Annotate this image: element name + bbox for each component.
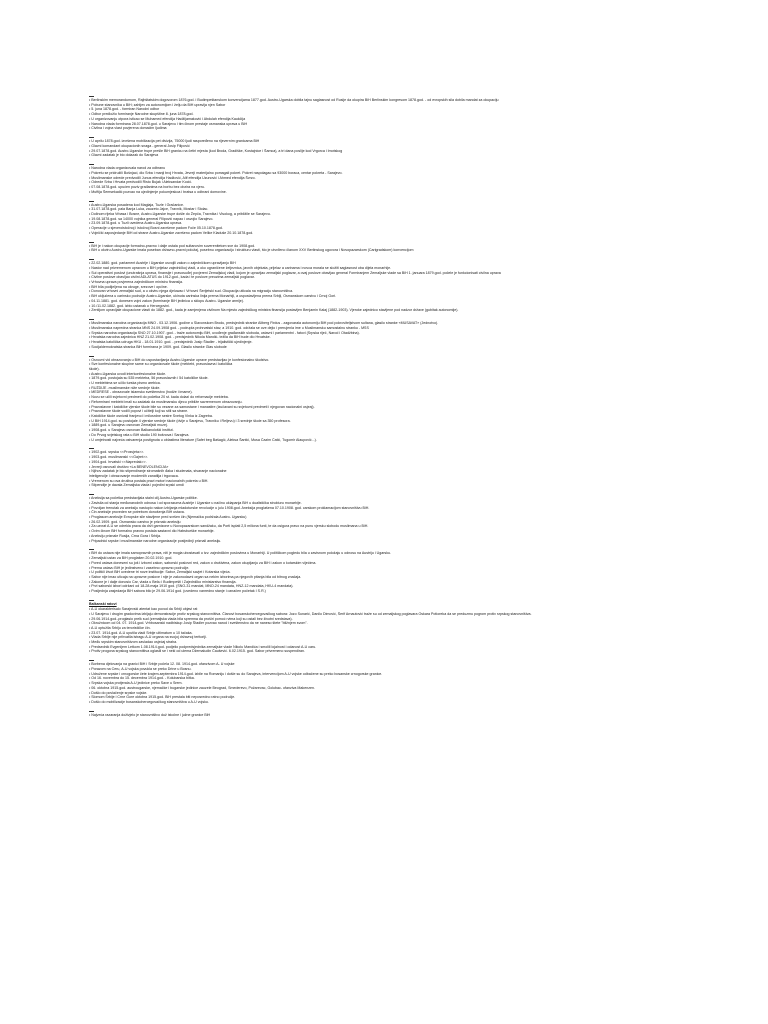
bullet-line: • Povoljan trenutak za aneksiju nastupio nakon izbijanja mladoturske revolucije u julu 1908.god. Aneksija proglašena 07.10.1908. god. carskom proklamacijom stanovništvu BiH. [89, 505, 370, 510]
bullet-line: • 1902.god. srpska <<Prosvjeta>>. [89, 450, 145, 455]
bullet-line: • U mektebima se učilo turska pismo arebica. [89, 381, 161, 386]
bullet-line: • Prvi saborski izbori održani od 18-28.maja 1910 god. (SNO-31 mandat, MNO-24 mandata, HNZ-12 mandata, HKU-4 mandata). [89, 584, 294, 589]
bullet-line: • Udružene srpske i crnogorske čete krajem-septembra 1914.god. izbile na Romaniju i došle su do Sarajeva, intervencijom A-U vojske odbačene su preko bosanske crnogorske granice. [89, 671, 383, 676]
section-marker [89, 656, 94, 661]
bullet-line: • Socijaldemokratska stranka BiH formirana je 1909. god. Glasilo stranke Glas slobode [89, 344, 227, 349]
bullet-line: • Vojnički zaposjedanje BiH od strane Austro-Ugarske završeno padom Velike Kladuše 20.10.1878.god. [89, 230, 254, 235]
bullet-line: • 06. oktobra 1915.god. austrougarske, njemačke i bugarske jedinice zauzele Beograd, Smederevo, Požarevac, Golubac- ofanziva Makenzen. [89, 685, 315, 690]
bullet-line: • 07.08.1878.god. upućen poziv građanima na borbu bez obzira na vjeru. [89, 184, 205, 189]
bullet-line: • Zakone je i dalje donosio Car, vlada u Beču i Budimpešti i Zajedničko ministarstvo finansija. [89, 579, 237, 584]
document-section [89, 545, 689, 593]
bullet-line: • 10./11.02.1882. god. izbio ustanak u Hercegovini. [89, 303, 170, 308]
bullet-line: • BiH bila podijeljena na okruge, srezove i općine. [89, 284, 168, 289]
bullet-line: • Glavni komandant okupacionih snaga - general Josip Filipović [89, 143, 190, 148]
bullet-line: • BiH uključena u carinsko područje Austro-Ugarske, ukinuta carinska linija prema Monarhiji, a uspostavljena prema Srbiji, Osmanskom carstvu i Crnoj Gori. [89, 294, 337, 299]
bullet-line: • Proglasom aneksije Evropske sile stavljene pred svršen čin (Njemačka podržala Austro- Ugarsku) [89, 515, 247, 520]
bullet-line: • 31.07.1878.god. pala Banja Luka, zauzeto Jajce, Travnik, Mostar i Stolac. [89, 207, 209, 212]
document-section [89, 92, 689, 131]
bullet-line: • U političi život BiH uvedene tri nove institucije: Sabor, Zemaljski savjet i Kotarska vijeća. [89, 570, 231, 575]
bullet-line: • Zavisila od stanja međunarodnih odnosa i od sporazuma Austrije i Ugarske u načinu uklapanja BiH u dualistička strukturu monarhije. [89, 500, 302, 505]
section-marker [89, 92, 94, 97]
bullet-line: • 22.02.1880. god. parlament Austrije i Ugarske usvojili zakon o zajedničkom upravljanju BiH [89, 261, 236, 266]
bullet-line: • Okružnicom od 04. 07. 1914.god. Vrhbosanski nadbiskup Josip Štadler pozvao narod i sveštenstvo da ne naneso štete "bližnjem svom". [89, 621, 308, 626]
bullet-line: • 19.08.1878.god. sa 14000 vojnika general Filipović napao i osvojio Sarajevo. [89, 216, 214, 221]
bullet-line: • 1904.god. hrvatski <<Napredak>>. [89, 459, 147, 464]
bullet-line: • Aneksiju priznale Rusija, Crna Gora i Srbija. [89, 533, 161, 538]
bullet-line: • 23.09.1878.god. u Tuzli uvedena Austro-Ugarska uprava. [89, 221, 183, 226]
bullet-line: • Zentijom upravljale okupacione vlasti do 1882. god., kada je zamjenjena civilnom Na mjesto zajedničkog ministra finansija postavljen Benjamin Kalaj (1882-1903). Vjeroke zajednico stavljene pod nadzor države (gubitak autonomije). [89, 308, 459, 313]
bullet-line: • Sabor nije imao uticaja na upravne poslove i nije je zakonodavni organ sa nekim izborima,pa njegovih pitanja bila od bitnog značaja. [89, 574, 302, 579]
bullet-line: • Narodna vlada organizovala narod za odbranu [89, 166, 166, 171]
bullet-line: • Donovan vrhovni zemaljski sud, a u okviru njega djeluwao i Vrhovni Šerijetski sud. Okupacija utiicala na migraciju stanovništva. [89, 289, 294, 294]
bullet-line: • Muslimanska napredna stranka MNS 24.09.1908 god. - podrupla prohrvatski stav, a 1910. god. održala se ove dejio i prerujenla ime u Muslimansku samostalnu stranku - MSS [89, 325, 369, 330]
bullet-line: • A-U optužila Srbiju za terorističke čin. [89, 625, 151, 630]
bullet-line: • Austro-Ugarska posadena kod Maglaja, Tuzle i Gračanice. [89, 202, 184, 207]
document-section [89, 490, 689, 543]
bullet-line: • A-U okarakterisalo Sarajevski atentat kao povod da Srbiji objavi rat [89, 607, 198, 612]
section-marker [89, 444, 94, 449]
document-section [89, 255, 689, 313]
bullet-line: • Pravoslavne i katoličke vjerske škole bile su vezane za samostane i manastire (izučavani su svjetovni predmeti i njegovan nacionalni osjeaj). [89, 404, 315, 409]
bullet-line: • 04.11.1881. god. donesen vojni zakon (formiranje BiH jedinica u sklopu Austro- Ugarske armije). [89, 298, 245, 303]
bullet-line: • BiH u okviru Austro-Ugarske imala poseban državno-pravni položaj, posebnu organizaciju i strukturu vlasti, što je utvrđeno članom XXV Berlinskog ugovora i Novopazarskom (Carigradskom) konvencijom [89, 248, 414, 253]
bullet-line: • 29.06.1914.god.-progłasio prelk sud (zemaljska vlada bila spremna da proširi pomoć rvima koji su ostali bez životni sredstava). [89, 616, 293, 621]
document-section [89, 160, 689, 194]
bullet-line: • Vremenom su ova društva postala pravi motori nacionalnih pokreta u BiH. [89, 478, 209, 483]
bullet-line: • Muslimanska narodna organizacija MNO - 03.12.1906. godine u Slavonskom Brodu, predsjednik stranke Aliberg Firdus - zagovarala autonomiju BiH pod pokroviteljstvom sultana, glasilo stranke «MUSAVAT» (Jednotvo). [89, 321, 439, 326]
bullet-line: • Sve konfesionalne skupine same su organizovale škole (mektebi, pravoslavna i katolička [89, 362, 233, 367]
bullet-line: • BiH do ustava nije imala samopravnih prava, niti je mogla ubostavati u tzv. zajedničkim poslovima u Monarhiji. U političkom pogledu bila u zavisnom položaju u odnosu na Austriju i Ugarsku. [89, 551, 392, 556]
bullet-line: • Operacije u sjeveroistočnoj i istočnoj Bosni završene padom Foče 05.10.1878.god. [89, 226, 223, 231]
bullet-line: • Ovim činom BiH formalno pravno postala sastavni dio Habsburške monarhije. [89, 529, 215, 534]
section-marker [89, 490, 94, 495]
bullet-line: • Prema ustavu BiH je jedinstveno i zasebno upravno područje. [89, 565, 190, 570]
bullet-line: • Vrhovna uprava povjerena zajedničkom ministru finansija. [89, 280, 184, 285]
bullet-line: • 23.07. 1914.god. A-U uputila vladi Srbije ultimatum u 10 tačaka. [89, 630, 193, 635]
section-marker [89, 255, 94, 260]
bullet-line: • Pobune stanovnika u BiH; zahtjev za autonomijom i želju da BiH upravlja njen Sabor [89, 102, 226, 107]
document-section [89, 352, 689, 443]
bullet-line: • Protiv progona srpskog stanovništva oglasili se i neki od ulema Džemaludin Čaušević. 6.02.1915. god. Sabor privremeno suspendiran. [89, 649, 306, 654]
section-marker [89, 133, 94, 138]
bullet-line: • Vlada Srbije nije prihvatila istragu A-U organa na svojoj državnoj teritoriji. [89, 635, 207, 640]
bullet-line: • Pravoslavne škole vodili popovi i učitelji koji su stili sa strane. [89, 409, 189, 414]
bullet-line: • Od 16. novembra do 15. decembra 1914.god. - Kolubarska bitka. [89, 676, 195, 681]
bullet-line: • Aneksija sa početka predstavljala stalni cilj Austro-Ugarske politike. [89, 496, 198, 501]
bullet-line: • 29.07.1878.god. Austro-Ugarske trupe prešle BiH granicu na četiri mjesta (kod Broda, Gradiške, Kostajnice i Šamca), a tri dana poslije kod Vrgorca i Imotskog [89, 148, 343, 153]
bullet-line: • Borbena djelovanja na granici BiH i Srbije počela 12. 08. 1914.god. ofanzivom A- U vojske [89, 662, 235, 667]
document-section [89, 707, 689, 718]
bullet-line: • Stipendije je davala Zemaljska vlada i pojedini srpski umdi [89, 483, 184, 488]
bullet-line: • 1889.god. u Sarajevu osnovan Zemaljski muzej. [89, 423, 168, 428]
section-marker [89, 238, 94, 243]
bullet-line: • U aprilu 1878.god. izvršena mobilizacija pet divizija, 75000 ljudi raspoređeno na rijeverním granicama BiH [89, 139, 260, 144]
bullet-line: • Slomom Srbije i Crne Gore oktobra 1915.god. BiH prestala biti neposredno ratno područje. [89, 695, 236, 700]
section-marker [89, 352, 94, 357]
bullet-line: • Katoličke škole osnivali franjevci i milosrdne sestre Svetog Vinka iz Zagreba. [89, 413, 213, 418]
document-section [89, 656, 689, 704]
bullet-line: • Hrvatska katolička udruga HKU - 18.01.1910. god. - predsjednik Josip Štadler - trijalistički ujedinjenje. [89, 339, 253, 344]
bullet-line: • 26.02.1909. god. Osmansko carstvo je priznalo aneksiju [89, 519, 181, 524]
bullet-line: • Civilne poslove obavljao civilni ADLATUS do 1912.god., kada i te poslove preuzima zemaljski poglavar. [89, 275, 255, 280]
bullet-line: • Među srpskim stanovništvom zavladao osjećaj straha. [89, 640, 178, 645]
bullet-line: • 1879.god. postojala su 535 mekteba, 56 pravoslavnih i 54 katoličke škole. [89, 376, 209, 381]
bullet-line: • Zemaljski ustav za BiH proglašen 20.02.1910. god. [89, 556, 173, 561]
section-marker [89, 596, 94, 601]
bullet-line: • Jevreji osnovali društvo «La BENEVOLENCIJA» [89, 464, 169, 469]
bullet-line: • Predsednik Evgenijem Letkom 1.08.1914.god. podjelio podpredsjednika zemaljske vlade Nikolu Mandića i smolili lojalnost i odanost A-U caru. [89, 644, 317, 649]
bullet-line: škole). [89, 366, 100, 371]
bullet-line: • Muslimanske odrede predvodili Junus efendija Hadžović, Alif efendija Uzunović i Ahmed efendija Švrzo. [89, 175, 256, 180]
bullet-line: • U umjetnosti najveća ostvarenja postignuta u oblastima literature (Safet beg Bašagić, Aleksa Šantić, Musa Ćazim Ćatić, Tugomir Alaupović...). [89, 437, 317, 442]
bullet-line: • Berlinskim memorandumom, Rajhštatskim dogovorom 1876.god. i Budimpeštanskom konvencijama 1877.god. Austro-Ugarska dobila tajnu saglasnost od Rusije da okupira BiH Berlinskim kongresom 1878.god. - od evropskih sila dobila mandat za okupaciju [89, 98, 499, 102]
bullet-line: • Srpska narodna organizacija SNO 27.10.1907. god. - traže autonomiju BiH, uvođenje građanskih slobodа, ustavni i parlamentni - fatovi (Srpska riječ, Narod i Otadžbina). [89, 330, 360, 335]
section-marker [89, 160, 94, 165]
bullet-line: • Nastor nad privremenom upravom u BiH prijelaz zajedničkoj vladi, a oko ograničene željeznica, javnih objekata, prijelaz a carinama i novca morala se složiti saglasnost oba dijela monarhije. [89, 265, 392, 270]
bullet-line: • U BiH 1914.god. su postojale 4 vjerske srednje škole (dvije u Sarajevu, Travniku i Reljevu) i 3 srednje škole sa 350 profesora. [89, 418, 291, 423]
document-section [89, 238, 689, 253]
bullet-line: • Novu se učili svjetovni predmeti do početka 20 st. kada dolazi do reformacije mekteba. [89, 395, 229, 400]
bullet-line: • Čin aneksije proveden se potrebom donošenja BiH ustava. [89, 510, 185, 515]
bullet-line: • Srpska vojska protjerala A-U jedinice preko Save u Srem. [89, 681, 183, 686]
bullet-line: • Glavni zadatak je bio dolazak do Sarajeva [89, 153, 159, 158]
bullet-line: • 1903.god. muslimanski <<Gajret>>. [89, 455, 149, 460]
bullet-line: • U Sarajevu i drugim gradovima izbijaju demonstracije protiv srpskog stanovništva. Članovi bosanskohercegovačkog sabora: Jozo Sunarić, Danilo Dimović, Šerif Arnautović traže su od zemaljskog poglavara Oskara Potioreka da se preduzmu pogrom protiv srpskog stanovništva. [89, 611, 532, 616]
bullet-line: • Osnovni vid obrazovanja u BiH do uspostavljanja Austro-Ugarske uprave predstavljao je konfesionalno školstvo. [89, 357, 270, 362]
bullet-line: • Civilna i vojna vlast povjerena domaćim ljudima [89, 126, 167, 131]
bullet-line: • Porazom na Ceru, A-U vojska povukla se preko Drine u Bosnu. [89, 667, 192, 672]
bullet-line: • Muftija Šemsekadić pozvao na ujedinjenje pokumjeskoa i bratsa u odbrani domovine. [89, 189, 227, 194]
bullet-line: • Najveća razaranja doživjelo je stanovništvo duž istočne i južne granice BiH [89, 712, 211, 717]
bullet-line: • Pripadnici srpske i muslimanske narodne organizacije postjedinji priznali aneksiju. [89, 538, 222, 543]
bullet-line: • Posljednja zasjedanja BiH sabora bilo je 29.06.1914 god. (uvedeno vanredno stanje i označen početak I S.R.) [89, 589, 266, 594]
bullet-line: • Austro-Ugarska uvodi interkonfesionalne škole. [89, 371, 167, 376]
bullet-line: • MEDRESE - obrazovale islamsko sveštenstvo (hodže i imame). [89, 390, 193, 395]
section-title: Balkanski ratovi [89, 601, 117, 606]
section-marker [89, 197, 94, 202]
bullet-line: • Reformirani mektebi imali su zadatak da muslimansku djecu približe savremenom obrazovanju. [89, 399, 243, 404]
document-section [89, 315, 689, 349]
section-marker [89, 707, 94, 712]
bullet-line: • Hrvatska narodna zajednica HNZ 21.02.1908. god. - predsjednik Nikola Mandić- težila da BiH bude dio Hrvatske. [89, 335, 271, 340]
bullet-line: • Pored ustava doneseni su još i izborni zakon, saborski poslovni red, zakon o društvima, zakon okupljanju za BiH i zakon o kotarskim vijećima. [89, 560, 317, 565]
document-section [89, 596, 689, 654]
bullet-line: • Odbor predložio formiranje Narodne skupštine 8. juna 1878.god. [89, 112, 194, 117]
bullet-line: • Do Prvog svjetskog rata u BiH studio 190 bošnova i Sarajeva. [89, 432, 190, 437]
document-section [89, 133, 689, 158]
bullet-line: • Došlo do mobilizacije bosanskohercegovačkog stanovništva u A-U vojsku. [89, 699, 209, 704]
bullet-line: • U organizovanju otpora isticao se Muhamed efendija Hadžijamaković i Abdulah efendija Kaukčija [89, 116, 246, 121]
bullet-line: • 5. juna 1878.god. - formiran Narodni odbor [89, 107, 160, 112]
bullet-line: • Odrede Srba i Hrvata predvodili Risto Bujak i Aleksandar Kocić. [89, 180, 193, 185]
bullet-line: • RUŽDIJE -muslimanske niže srednje škole. [89, 385, 161, 390]
document-body [89, 92, 689, 720]
bullet-line: • Došlo do povlačenje srpske vojske. [89, 690, 148, 695]
bullet-line: • BiH je i nakon okupacije formalno-pravno i dalje ostala pod sultanovim suverenitetom sve do 1908.god. [89, 243, 256, 248]
bullet-line: inteligencije i obrazovanje moderniih zanatlija i trgovaca. [89, 473, 179, 478]
bullet-line: • Njihov zadatak je bio stipendiranje siromašnih đaka i studenata, stvaranje nacionalne [89, 469, 227, 474]
bullet-line: • Pokretu se pridružili Bošnjaci, dio Srba i manji broj Hrvata, Jevreji materijalno pomagali pokret. Pokret raspolagao sa 93000 boraca, centar pokreta - Sarajevo. [89, 170, 343, 175]
bullet-line: • Sui operativni poslovi (unutrašnja uprava, finansije i pravosuđe) povjereni Zemaljskoj vladi, kojom je upravljao zemaljski poglavar, a ovaj poslove obavljao general Formiranjem Zemaljske vlade sa BiH 1. januara 1879.god. počele je funkcionisati civilna uprava [89, 270, 501, 275]
document-section [89, 197, 689, 236]
section-marker [89, 545, 94, 550]
bullet-line: • Narodna vlada formirana 28.07.1878.god. u Sarajevu i tim činom prestaje osmanska uprava u BiH [89, 121, 248, 126]
section-marker [89, 315, 94, 320]
bullet-line: • Za uzvrat A-U se odrekla prava da drži garnizone u Novopazarskom sandžaku, da Porti isplati 2,5 miliona funti, te da osigura pravo na punu vjersku slobodu muslimana u BiH. [89, 524, 369, 529]
document-section [89, 444, 689, 488]
bullet-line: • Dolinom rijeka Vrbasa i Bosne, Austro-Ugarske trupe došle do Žepča, Travnika i Visokog, a približile se Sarajevu. [89, 211, 271, 216]
bullet-line: • 1908.god. u Sarajevu osnovan Balkanološki institut. [89, 428, 174, 433]
